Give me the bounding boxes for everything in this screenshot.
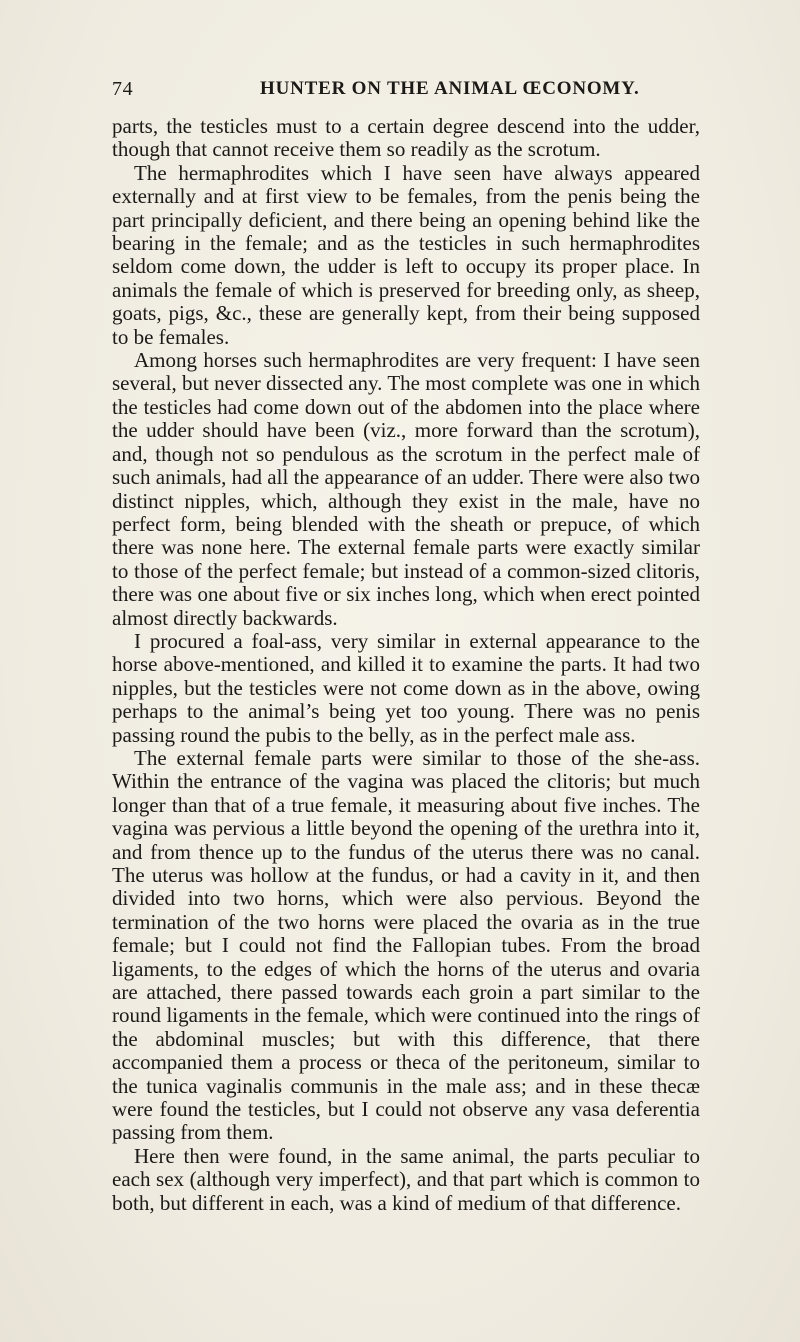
paragraph-female-parts: The external female parts were similar to those of the she-ass. Within the entrance of the vagina was placed the clitoris; but much longer than that of a true female, it measuring about five inches. The vagina was pervious a little beyond the opening of the urethra into it, and from thence up to the fundus of the uterus there was no canal. The uterus was hollow at the fundus, or had a cavity in it, and then divided into two horns, which were also pervious. Beyond the termination of the two horns were placed the ovaria as in the true female; but I could not find the Fallopian tubes. From the broad ligaments, to the edges of which the horns of the uterus and ovaria are attached, there passed towards each groin a part similar to the round ligaments in the female, which were continued into the rings of the abdominal muscles; but with this difference, that there accompanied them a process or theca of the peritoneum, similar to the tunica vaginalis communis in the male ass; and in these thecæ were found the testicles, but I could not observe any vasa deferentia passing from them. <box>112 745 700 1145</box>
running-head <box>112 72 702 102</box>
body-text <box>112 115 700 1215</box>
paragraph-continuation: parts, the testicles must to a certain degree descend into the udder, though that cannot receive them so readily as the scrotum. <box>112 114 700 162</box>
paragraph-hermaphrodites: The hermaphrodites which I have seen have always appeared externally and at first view to be females, from the penis being the part principally deficient, and there being an opening behind like the bearing in the female; and as the testicles in such hermaphrodites seldom come down, the udder is left to occupy its proper place. In animals the female of which is preserved for breeding only, as sheep, goats, pigs, &c., these are generally kept, from their being supposed to be females. <box>112 160 700 349</box>
paragraph-conclusion: Here then were found, in the same animal, the parts peculiar to each sex (although very imperfect), and that part which is common to both, but different in each, was a kind of medium of that difference. <box>112 1143 700 1215</box>
paragraph-foal-ass: I procured a foal-ass, very similar in external appearance to the horse above-mentioned, and killed it to examine the parts. It had two nipples, but the testicles were not come down as in the above, owing perhaps to the animal’s being yet too young. There was no penis passing round the pubis to the belly, as in the perfect male ass. <box>112 628 700 747</box>
page-number: 74 <box>112 78 134 100</box>
running-title: HUNTER ON THE ANIMAL ŒCONOMY. <box>260 78 640 99</box>
paragraph-horses: Among horses such hermaphrodites are very frequent: I have seen several, but never dissected any. The most complete was one in which the testicles had come down out of the abdomen into the place where the udder should have been (viz., more forward than the scrotum), and, though not so pendulous as the scrotum in the perfect male of such animals, had all the appearance of an udder. There were also two distinct nipples, which, although they exist in the male, have no perfect form, being blended with the sheath or prepuce, of which there was none here. The external female parts were exactly similar to those of the perfect female; but instead of a common-sized clitoris, there was one about five or six inches long, which when erect pointed almost directly backwards. <box>112 348 700 630</box>
